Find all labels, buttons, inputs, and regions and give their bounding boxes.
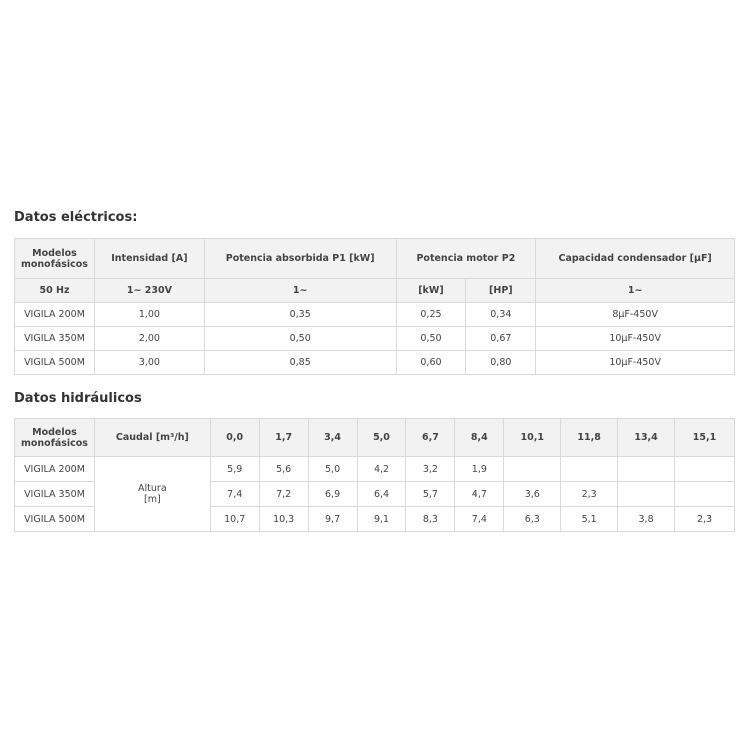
height-value-cell: 7,2 — [259, 482, 308, 507]
models-header-line1: Modelos — [32, 247, 77, 259]
capacitor-subheader: 1~ — [536, 279, 735, 303]
motor-power-header: Potencia motor P2 — [396, 239, 536, 279]
kw-cell: 0,60 — [396, 351, 466, 375]
table-row — [15, 303, 735, 327]
model-cell: VIGILA 200M — [15, 303, 95, 327]
absorbed-power-header: Potencia absorbida P1 [kW] — [204, 239, 396, 279]
height-value-cell — [675, 457, 735, 482]
flow-value-header: 6,7 — [406, 419, 455, 457]
capacitor-cell: 10µF-450V — [536, 327, 735, 351]
flow-value-header: 8,4 — [455, 419, 504, 457]
kw-cell: 0,25 — [396, 303, 466, 327]
flow-value-header: 0,0 — [210, 419, 259, 457]
height-value-cell: 5,6 — [259, 457, 308, 482]
models-header-line1: Modelos — [32, 426, 77, 438]
models-header-line2: monofásicos — [20, 437, 88, 449]
flow-value-header: 5,0 — [357, 419, 406, 457]
height-value-cell: 5,1 — [561, 507, 618, 532]
height-label-cell — [94, 457, 210, 532]
hydraulic-section-title: Datos hidráulicos — [14, 391, 142, 406]
height-value-cell: 10,7 — [210, 507, 259, 532]
height-value-cell: 7,4 — [455, 507, 504, 532]
electrical-section-title: Datos eléctricos: — [14, 210, 138, 225]
height-value-cell: 5,7 — [406, 482, 455, 507]
height-value-cell: 6,9 — [308, 482, 357, 507]
height-value-cell: 5,9 — [210, 457, 259, 482]
height-value-cell — [504, 457, 561, 482]
height-value-cell: 3,2 — [406, 457, 455, 482]
height-value-cell — [618, 482, 675, 507]
table-row — [15, 327, 735, 351]
flow-value-header: 10,1 — [504, 419, 561, 457]
absorbed-cell: 0,50 — [204, 327, 396, 351]
intensity-subheader: 1~ 230V — [94, 279, 204, 303]
hp-cell: 0,80 — [466, 351, 536, 375]
flow-value-header: 13,4 — [618, 419, 675, 457]
frequency-subheader: 50 Hz — [15, 279, 95, 303]
flow-value-header: 15,1 — [675, 419, 735, 457]
height-value-cell: 9,7 — [308, 507, 357, 532]
flow-value-header: 11,8 — [561, 419, 618, 457]
flow-header: Caudal [m³/h] — [94, 419, 210, 457]
height-value-cell: 1,9 — [455, 457, 504, 482]
intensity-cell: 3,00 — [94, 351, 204, 375]
height-value-cell: 8,3 — [406, 507, 455, 532]
height-value-cell: 2,3 — [561, 482, 618, 507]
height-value-cell — [675, 482, 735, 507]
hydraulic-data-table — [14, 418, 735, 532]
height-value-cell: 4,7 — [455, 482, 504, 507]
capacitor-header: Capacidad condensador [µF] — [536, 239, 735, 279]
absorbed-cell: 0,85 — [204, 351, 396, 375]
height-value-cell: 9,1 — [357, 507, 406, 532]
height-value-cell: 6,3 — [504, 507, 561, 532]
electrical-subheader-row — [15, 279, 735, 303]
models-header — [15, 419, 95, 457]
capacitor-cell: 8µF-450V — [536, 303, 735, 327]
models-header-line2: monofásicos — [20, 258, 88, 270]
electrical-header-row — [15, 239, 735, 279]
height-value-cell: 4,2 — [357, 457, 406, 482]
hydraulic-header-row — [15, 419, 735, 457]
flow-value-header: 3,4 — [308, 419, 357, 457]
intensity-cell: 1,00 — [94, 303, 204, 327]
capacitor-cell: 10µF-450V — [536, 351, 735, 375]
model-cell: VIGILA 350M — [15, 482, 95, 507]
model-cell: VIGILA 500M — [15, 351, 95, 375]
height-value-cell: 3,6 — [504, 482, 561, 507]
height-value-cell: 2,3 — [675, 507, 735, 532]
height-value-cell — [618, 457, 675, 482]
models-header — [15, 239, 95, 279]
electrical-data-table — [14, 238, 735, 375]
height-value-cell — [561, 457, 618, 482]
height-value-cell: 6,4 — [357, 482, 406, 507]
hp-cell: 0,67 — [466, 327, 536, 351]
intensity-cell: 2,00 — [94, 327, 204, 351]
intensity-header: Intensidad [A] — [94, 239, 204, 279]
kw-subheader: [kW] — [396, 279, 466, 303]
hp-subheader: [HP] — [466, 279, 536, 303]
table-row — [15, 351, 735, 375]
hp-cell: 0,34 — [466, 303, 536, 327]
model-cell: VIGILA 500M — [15, 507, 95, 532]
height-value-cell: 10,3 — [259, 507, 308, 532]
model-cell: VIGILA 350M — [15, 327, 95, 351]
height-value-cell: 5,0 — [308, 457, 357, 482]
flow-value-header: 1,7 — [259, 419, 308, 457]
height-label: Altura — [138, 483, 167, 494]
absorbed-cell: 0,35 — [204, 303, 396, 327]
table-row — [15, 457, 735, 482]
kw-cell: 0,50 — [396, 327, 466, 351]
model-cell: VIGILA 200M — [15, 457, 95, 482]
height-value-cell: 3,8 — [618, 507, 675, 532]
height-unit: [m] — [144, 494, 161, 505]
height-value-cell: 7,4 — [210, 482, 259, 507]
absorbed-subheader: 1~ — [204, 279, 396, 303]
